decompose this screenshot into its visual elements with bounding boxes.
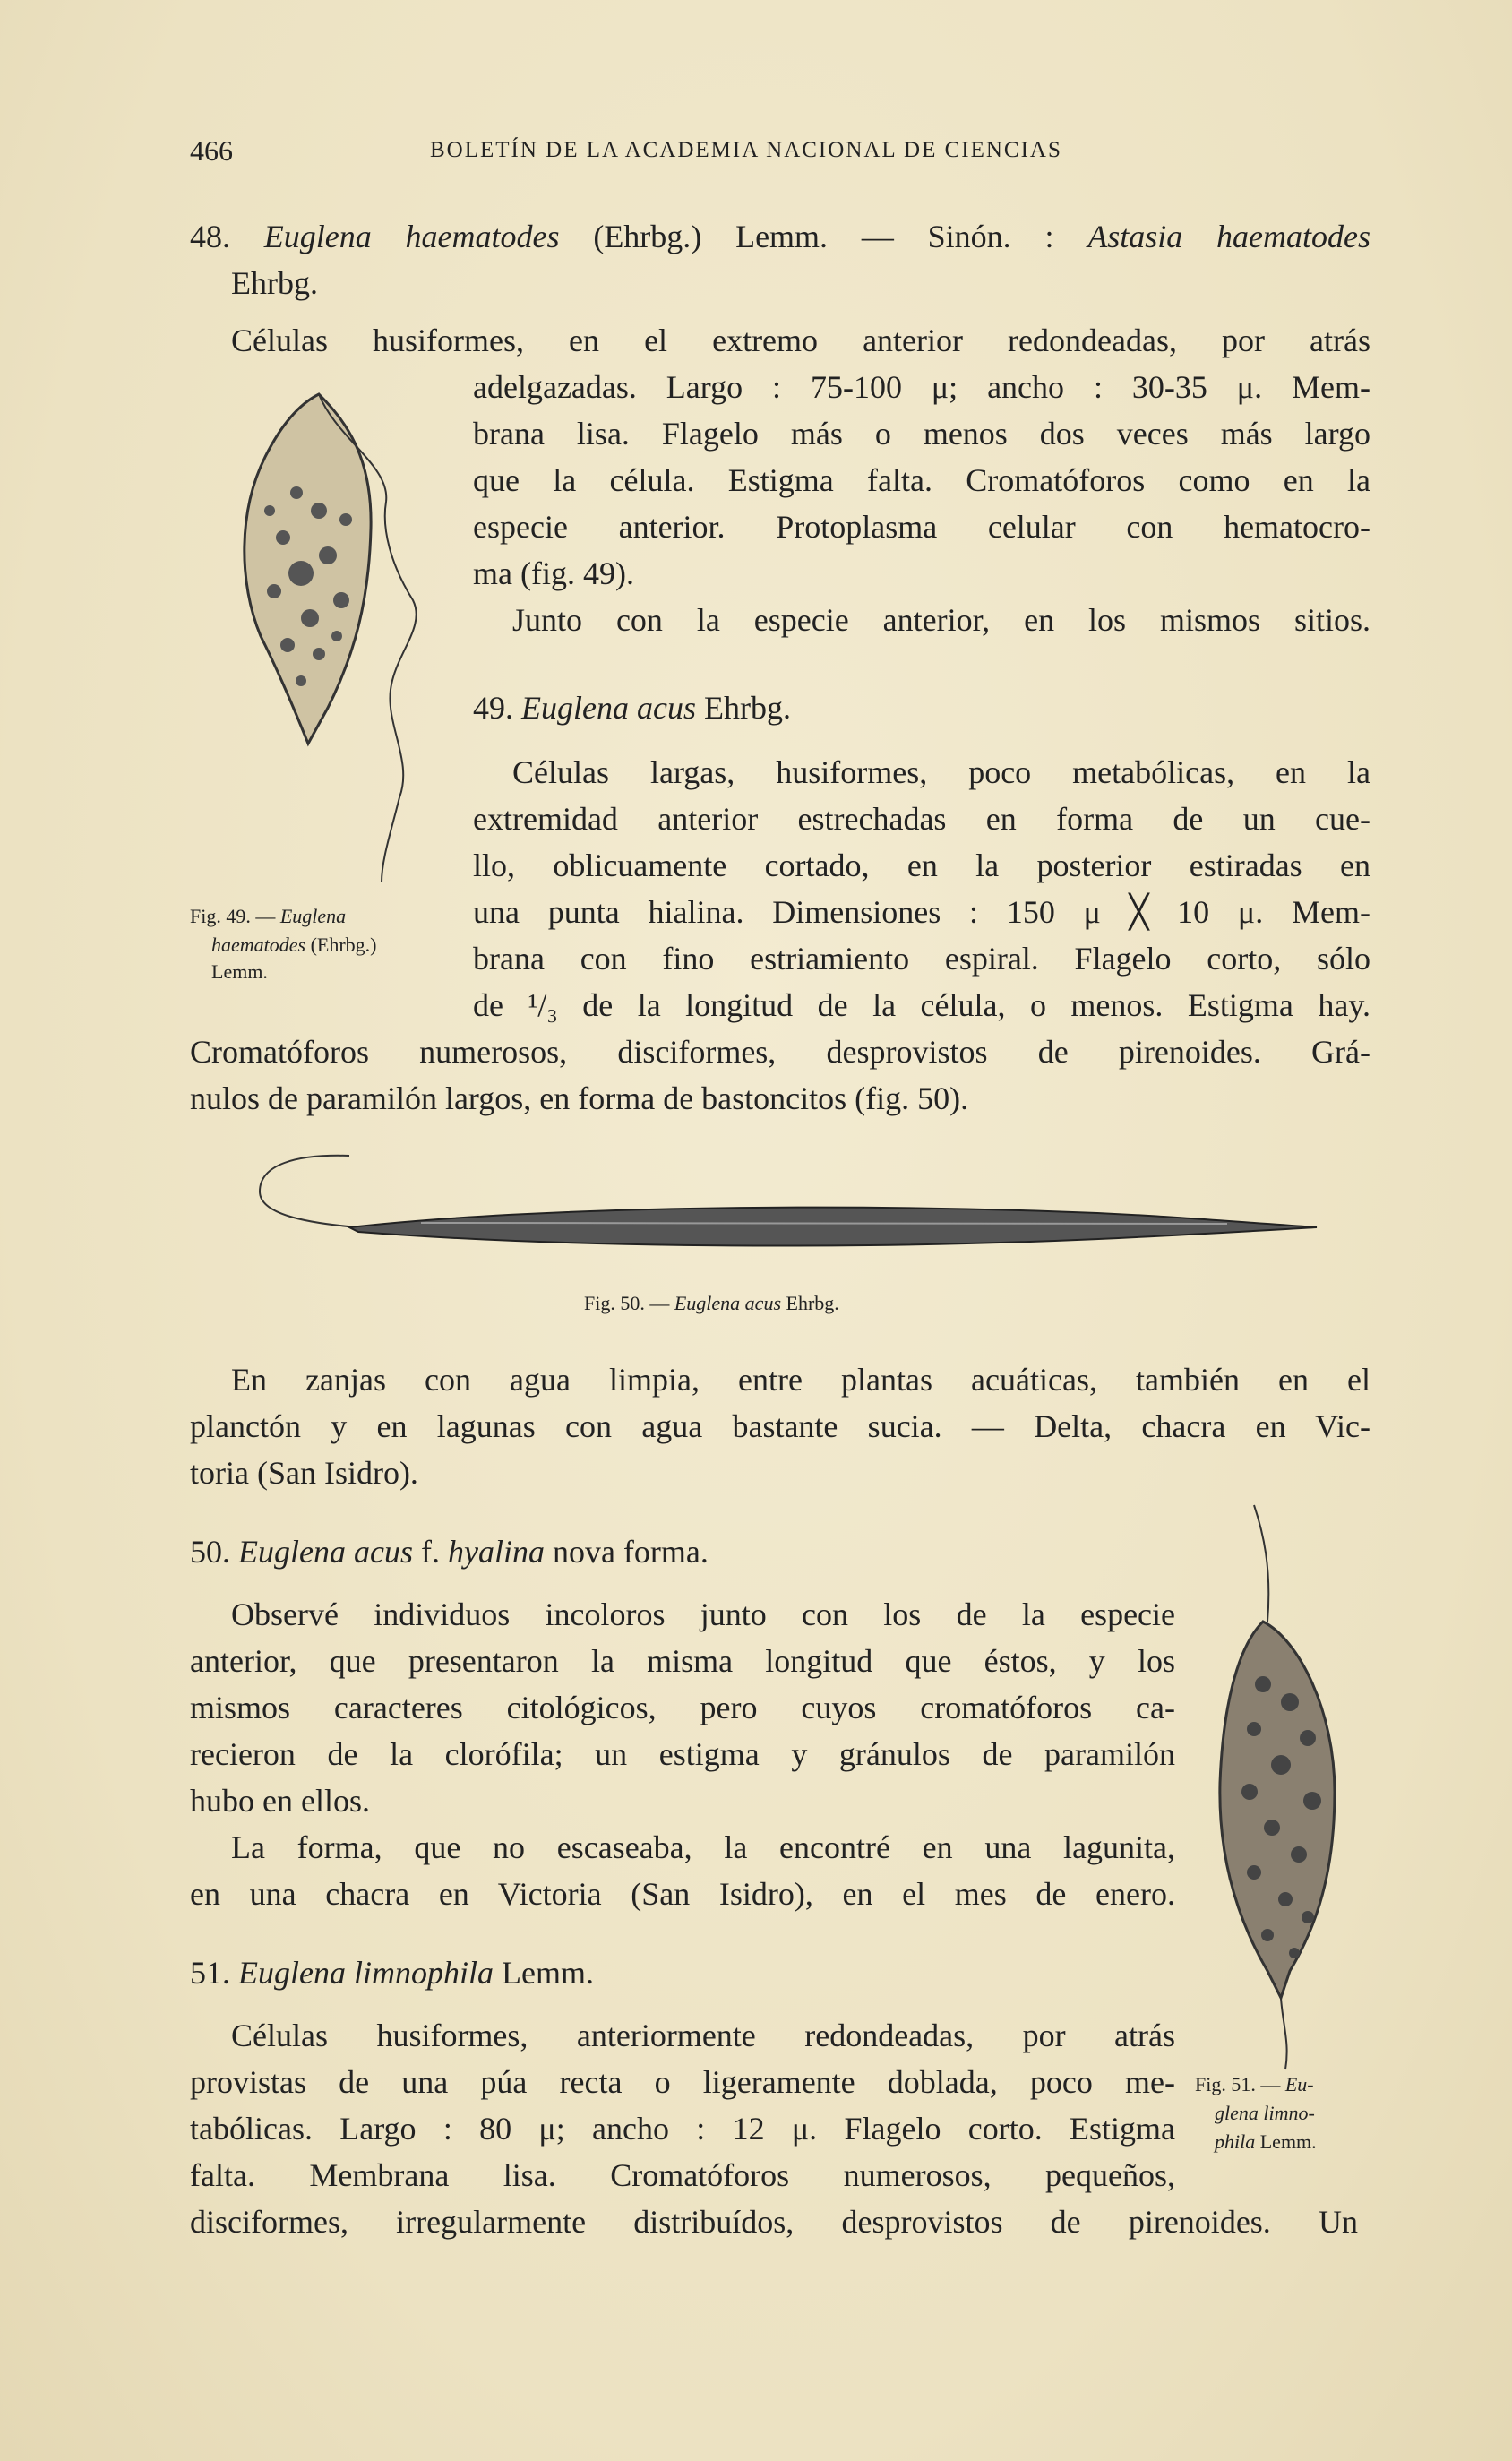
s51-desc-block: Células husiformes, anteriormente redondeadas, por atrás provistas de una púa recta o ligeramente doblada, poco me- tabólicas. Largo : 80 μ; ancho : 12 μ. Flagelo corto. Estigma falta. Membrana lisa. Cromatóforos numerosos, pequeños,	[190, 2018, 1175, 2193]
s48-desc-block: adelgazadas. Largo : 75-100 μ; ancho : 30-35 μ. Mem- brana lisa. Flagelo más o menos dos veces más largo que la célula. Estigma falta. Cromatóforos como en la especie anterior. Protoplasma celular con hematocro- ma (fig. 49). Junto con la especie anterior, en los mismos sitios.	[473, 369, 1370, 638]
fig51-caption-line2: glena limno-	[1215, 2102, 1315, 2124]
figure-51-drawing	[1200, 1496, 1362, 2078]
s48-desc-0: Células husiformes, en el extremo anterior redondeadas, por atrás	[231, 323, 1370, 358]
species-51-heading: 51. Euglena limnophila Lemm.	[190, 1955, 594, 1991]
species-50-heading: 50. Euglena acus f. hyalina nova forma.	[190, 1534, 709, 1570]
s51-desc-wide: disciformes, irregularmente distribuídos, desprovistos de pirenoides. Un	[190, 2204, 1358, 2240]
fig49-caption-line3: Lemm.	[211, 960, 268, 983]
species-49-heading: 49. Euglena acus Ehrbg.	[473, 690, 791, 726]
fig51-caption-line1: Fig. 51. — Eu-	[1195, 2073, 1314, 2095]
page-number: 466	[190, 134, 233, 167]
fig49-caption-line1: Fig. 49. — Euglena	[190, 905, 347, 927]
species-48-heading: 48. Euglena haematodes (Ehrbg.) Lemm. — Sinón. : Astasia haematodes	[190, 219, 1371, 254]
s49-habitat: En zanjas con agua limpia, entre plantas acuáticas, también en el planctón y en lagunas con agua bastante sucia. — Delta, chacra en Vic- toria (San Isidro).	[190, 1362, 1370, 1491]
species-48-syn-author: Ehrbg.	[231, 265, 318, 301]
journal-title: BOLETÍN DE LA ACADEMIA NACIONAL DE CIENCIAS	[430, 138, 1062, 162]
fig49-caption-line2: haematodes (Ehrbg.)	[211, 934, 377, 956]
s50-desc-block: Observé individuos incoloros junto con los de la especie anterior, que presentaron la misma longitud que éstos, y los mismos caracteres citológicos, pero cuyos cromatóforos ca- recieron de la clorófila; un estigma y gránulos de paramilón hubo en ellos. La forma, que no escaseaba, la encontré en una lagunita, en una chacra en Victoria (San Isidro), en el mes de enero.	[190, 1596, 1175, 1912]
s49-desc-block: Células largas, husiformes, poco metabólicas, en la extremidad anterior estrechadas en forma de un cue- llo, oblicuamente cortado, en la posterior estiradas en una punta hialina. Dimensiones : 150 μ ╳ 10 μ. Mem- brana con fino estriamiento espiral. Flagelo corto, sólo de ¹/₃ de la longitud de la célula, o menos. Estigma hay.	[473, 754, 1370, 1023]
fig50-caption: Fig. 50. — Euglena acus Ehrbg.	[584, 1292, 839, 1314]
figure-50-drawing	[242, 1138, 1344, 1272]
s49-desc-wide: Cromatóforos numerosos, disciformes, desprovistos de pirenoides. Grá- nulos de paramilón largos, en forma de bastoncitos (fig. 50).	[190, 1034, 1370, 1116]
fig51-caption-line3: phila Lemm.	[1215, 2130, 1317, 2153]
figure-49-drawing	[211, 385, 435, 887]
